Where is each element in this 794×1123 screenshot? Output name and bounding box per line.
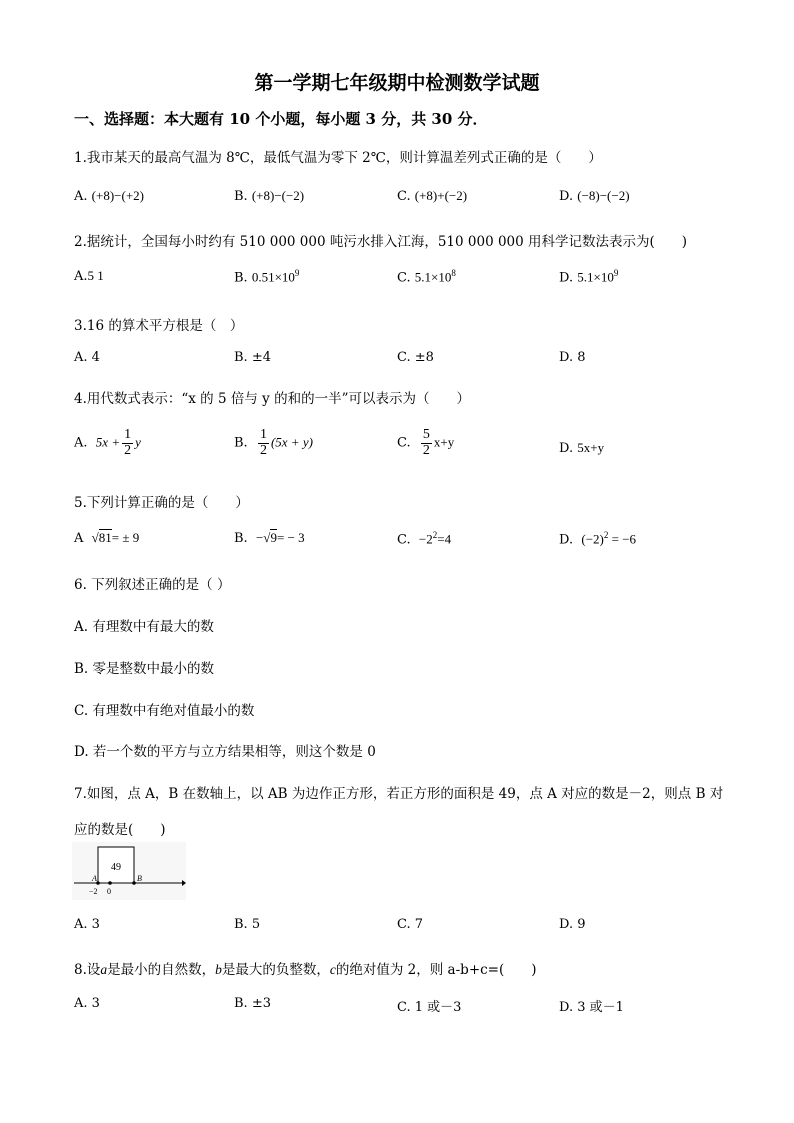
number-line-figure bbox=[72, 842, 186, 900]
q7-option-a: A. 3 bbox=[74, 917, 100, 932]
q4-option-a: A. 5x + $\frac{1}{2}$ y bbox=[74, 427, 141, 458]
q2-option-b: B. $0.51\times 10^9$ bbox=[234, 268, 300, 286]
q3-option-d: D. 8 bbox=[559, 350, 586, 365]
question-7-stem-line1: 7.如图，点 A，B 在数轴上，以 AB 为边作正方形，若正方形的面积是 49，点 A 对应的数是－2，则点 B 对 bbox=[74, 786, 724, 802]
label-neg2: −2 bbox=[89, 887, 98, 896]
question-8-stem: 8.设a是最小的自然数，b是最大的负整数，c的绝对值为 2，则 a-b+c=( ) bbox=[74, 962, 537, 978]
label-zero: 0 bbox=[107, 887, 111, 896]
q2-option-a: A.5 1 bbox=[74, 268, 104, 284]
question-3-stem: 3.16 的算术平方根是（ ） bbox=[74, 318, 244, 334]
q2-option-c: C. $5.1\times 10^8$ bbox=[397, 268, 456, 286]
axis-arrow bbox=[182, 880, 186, 886]
question-2-stem: 2.据统计，全国每小时约有 510 000 000 吨污水排入江海，510 000 000 用科学记数法表示为( ) bbox=[74, 234, 688, 250]
page-title: 第一学期七年级期中检测数学试题 bbox=[254, 72, 540, 94]
label-b: B bbox=[137, 874, 142, 883]
q1-option-a: A. (+8)−(+2) bbox=[74, 188, 144, 204]
question-5-stem: 5.下列计算正确的是（ ） bbox=[74, 495, 249, 511]
q5-option-d: D. $(-2)^2 = -6$ bbox=[559, 530, 637, 548]
q6-option-a: A. 有理数中有最大的数 bbox=[74, 619, 214, 635]
q1-option-b: B. (+8)−(−2) bbox=[234, 188, 305, 204]
point-zero bbox=[108, 881, 112, 885]
q8-option-a: A. 3 bbox=[74, 996, 100, 1011]
question-1-stem: 1.我市某天的最高气温为 8℃，最低气温为零下 2℃，则计算温差列式正确的是（ ） bbox=[74, 150, 602, 166]
q8-option-c: C. 1 或－3 bbox=[397, 1000, 462, 1015]
q4-option-c: C. $\frac{5}{2}$ x+y bbox=[397, 427, 455, 458]
label-a: A bbox=[92, 874, 97, 883]
q5-option-b: B. −√9= − 3 bbox=[234, 530, 305, 546]
q7-option-c: C. 7 bbox=[397, 917, 424, 932]
q5-option-a: A √81= ± 9 bbox=[74, 530, 140, 546]
q6-option-d: D. 若一个数的平方与立方结果相等，则这个数是 0 bbox=[74, 744, 376, 760]
q6-option-b: B. 零是整数中最小的数 bbox=[74, 661, 215, 677]
q1-option-d: D. (−8)−(−2) bbox=[559, 188, 630, 204]
q8-option-b: B. ±3 bbox=[234, 996, 271, 1011]
section-heading: 一、选择题：本大题有 10 个小题，每小题 3 分，共 30 分． bbox=[74, 110, 488, 128]
q7-option-b: B. 5 bbox=[234, 917, 261, 932]
q3-option-b: B. ±4 bbox=[234, 350, 271, 365]
question-4-stem: 4.用代数式表示：“x 的 5 倍与 y 的和的一半”可以表示为（ ） bbox=[74, 391, 470, 407]
square-area-label: 49 bbox=[111, 862, 121, 873]
q1-option-c: C. (+8)+(−2) bbox=[397, 188, 468, 204]
q2-option-d: D. $5.1\times 10^9$ bbox=[559, 268, 619, 286]
q3-option-a: A. 4 bbox=[74, 350, 100, 365]
q5-option-c: C. $-2^2=4$ bbox=[397, 530, 452, 548]
q6-option-c: C. 有理数中有绝对值最小的数 bbox=[74, 703, 255, 719]
q8-option-d: D. 3 或－1 bbox=[559, 1000, 624, 1015]
question-7-stem-line2: 应的数是( ) bbox=[74, 822, 166, 838]
q4-option-b: B. $\frac{1}{2}$ (5x + y) bbox=[234, 427, 313, 458]
q3-option-c: C. ±8 bbox=[397, 350, 434, 365]
question-6-stem: 6. 下列叙述正确的是（ ） bbox=[74, 577, 231, 593]
q4-option-d: D. 5x+y bbox=[559, 440, 605, 456]
q7-option-d: D. 9 bbox=[559, 917, 586, 932]
point-b bbox=[132, 881, 136, 885]
